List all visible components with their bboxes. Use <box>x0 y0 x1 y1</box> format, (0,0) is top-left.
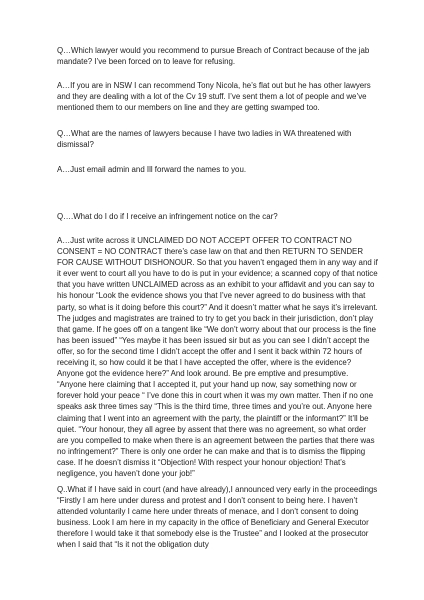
answer-paragraph: A…Just write across it UNCLAIMED DO NOT ACCEPT OFFER TO CONTRACT NO CONSENT = NO CONTRACT there’s case law on that and then RETURN TO SENDER FOR CAUSE WITHOUT DISHONOUR. So that you haven’t engaged them in any way and if it ever went to court all you have to do is put in your evidence; a scanned copy of that notice that you have written UNCLAIMED across as an exhibit to your affidavit and you can say to his honour “Look the evidence shows you that I’ve never agreed to do business with that party, so what is it doing before this court?” And it doesn’t matter what he says it’s irrelevant. The judges and magistrates are trained to try to get you back in their jurisdiction, don’t play that game. If he goes off on a tangent like “We don’t worry about that our process is the fine has been issued” “Yes maybe it has been issued sir but as you can see I didn’t accept the offer, so for the second time I didn’t accept the offer and I sent it back within 72 hours of receiving it, so how could it be that I have accepted the offer, where is the evidence? Anyone got the evidence here?” And look around. Be pre emptive and presumptive. “Anyone here claiming that I accepted it, put your hand up now, say something now or forever hold your peace “ I’ve done this in court when it was my own matter. Then if no one speaks ask three times say “This is the third time, three times and you’re out. Anyone here claiming that I went into an agreement with the party, the plaintiff or the informant?” It’ll be quiet. “Your honour, they all agree by assent that there was no agreement, so what order are you compelled to make when there is an agreement between the parties that there was no infringement?” There is only one order he can make and that is to dismiss the flipping case. If he doesn’t dismiss it “Objection! With respect your honour objection! That’s negligence, you haven’t done your job!” <box>57 236 378 478</box>
answer-paragraph: A…If you are in NSW I can recommend Tony Nicola, he’s flat out but he has other lawyers and they are dealing with a lot of the Cv 19 stuff. I’ve sent them a lot of people and we’ve mentioned them to our members on line and they are getting swamped too. <box>57 81 371 113</box>
question-paragraph: Q…What are the names of lawyers because I have two ladies in WA threatened with dismissal? <box>57 129 352 150</box>
question-paragraph: Q….What do I do if I receive an infringement notice on the car? <box>57 212 278 221</box>
answer-paragraph: A…Just email admin and Ill forward the names to you. <box>57 165 247 174</box>
question-paragraph: Q..What if I have said in court (and have already),I announced very early in the proceedings “Firstly I am here under duress and protest and I don’t consent to being here. I haven’t attended voluntarily I came here under threats of menace, and I don’t consent to doing business. Look I am here in my capacity in the office of Beneficiary and General Executor therefore I would take it that somebody else is the Trustee” and I looked at the prosecutor when I said that “Is it not the obligation duty <box>57 485 378 550</box>
question-paragraph: Q…Which lawyer would you recommend to pursue Breach of Contract because of the jab mandate? I’ve been forced on to leave for refusing. <box>57 46 370 67</box>
